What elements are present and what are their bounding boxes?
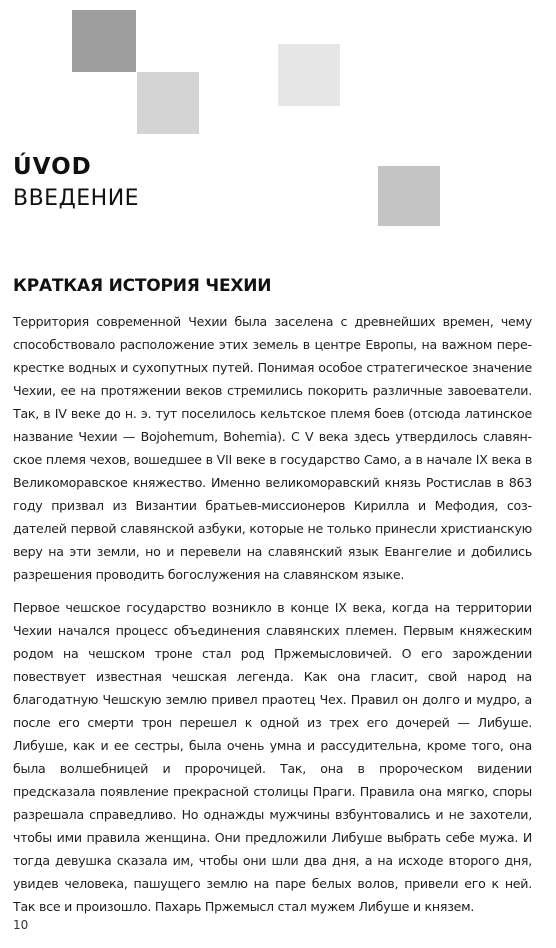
section-title: КРАТКАЯ ИСТОРИЯ ЧЕХИИ <box>13 276 272 296</box>
paragraph-2: Первое чешское государство возникло в конце IX века, когда на территории Чехии начался процесс объединения славянских племен. Первым княжеским родом на чешском троне стал род Пржемысловичей. О его зарождении повествует известная чешская легенда. Как она гласит, свой народ на благодатную Чешскую землю привел праотец Чех. Правил он долго и мудро, а после его смерти трон перешел к одной из трех его дочерей — Либуше. Либуше, как и ее сестры, была очень умна и рассудительна, кроме того, она была волшебницей и пророчицей. Так, она в пророческом видении предсказала появление прекрасной столицы Праги. Правила она мягко, споры разрешала справедливо. Но однажды мужчины взбунтовались и не захотели, чтобы ими правила женщина. Они предложили Либуше выбрать себе мужа. И тогда девушка сказала им, чтобы они шли два дня, а на исходе второго дня, увидев человека, пашущего землю на паре белых волов, привели его к ней. Так все и произошло. Пахарь Пржемысл стал мужем Либуше и князем. <box>13 600 532 914</box>
decorative-square-light <box>137 72 199 134</box>
chapter-title-russian: ВВЕДЕНИЕ <box>13 186 140 211</box>
decorative-square-medium <box>378 166 440 226</box>
paragraph-1: Территория современной Чехии была заселена с древнейших времен, чему способствовало расположение этих земель в центре Европы, на важном перекрестке водных и сухопутных путей. Понимая особое стратегическое значение Чехии, ее на протяжении веков стремились покорить различные завоеватели. Так, в IV веке до н. э. тут поселилось кельтское племя боев (отсюда латинское название Чехии — Bojohemum, Bohemia). С V века здесь утвердилось славянское племя чехов, вошедшее в VII веке в государство Само, а в начале IX века в Великоморавское княжество. Именно великоморавский князь Ростислав в 863 году призвал из Византии братьев-миссионеров Кирилла и Мефодия, создателей первой славянской азбуки, которые не только принесли христианскую веру на эти земли, но и перевели на славянский язык Евангелие и добились разрешения проводить богослужения на славянском языке. <box>13 314 532 582</box>
decorative-square-lightest <box>278 44 340 106</box>
decorative-square-dark <box>72 10 136 72</box>
page-number: 10 <box>13 918 29 932</box>
chapter-title-czech: ÚVOD <box>13 154 92 180</box>
article-body <box>13 310 532 918</box>
